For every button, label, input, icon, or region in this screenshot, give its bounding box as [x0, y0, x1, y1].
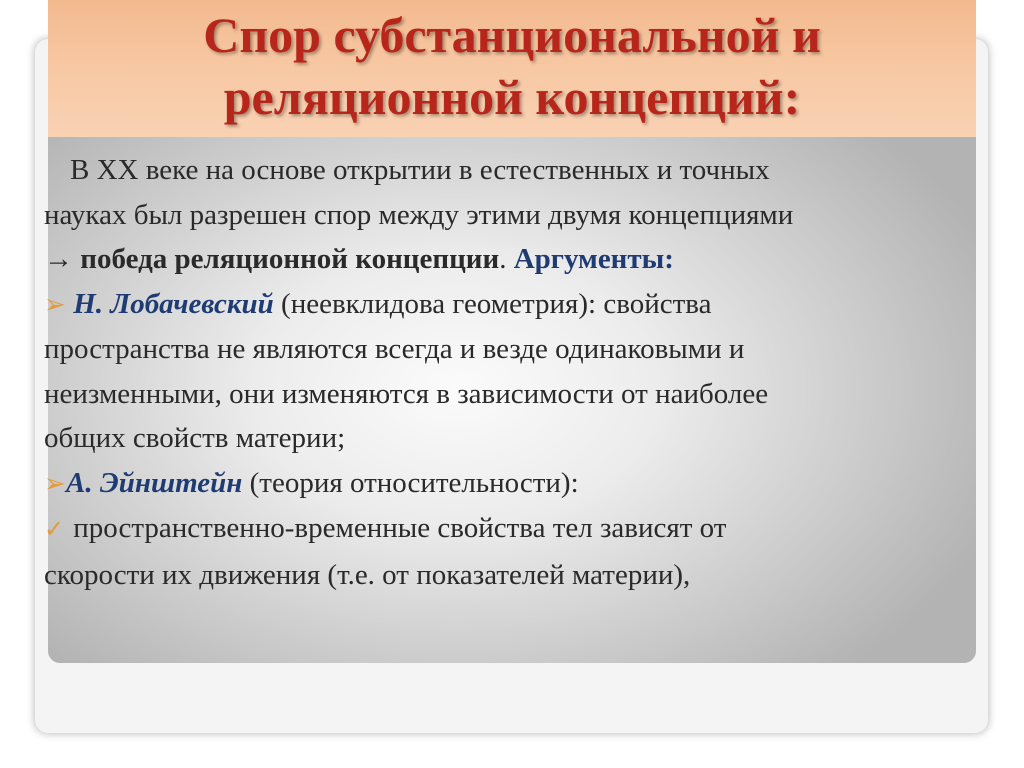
slide-body	[44, 148, 944, 597]
check-item	[44, 506, 944, 553]
conclusion-line	[44, 237, 944, 282]
arrow-bullet-icon: ➢	[44, 468, 66, 498]
lobachevsky-name: Н. Лобачевский	[73, 287, 274, 320]
einstein-name: А. Эйнштейн	[66, 466, 243, 499]
intro-line-1: В XX веке на основе открытии в естественных и точных	[70, 154, 770, 186]
slide-title	[48, 4, 976, 128]
title-line-1: Спор субстанциональной и	[203, 7, 821, 63]
intro-line-2: науках был разрешен спор между этими двумя концепциями	[44, 198, 794, 231]
check-icon: ✓	[44, 517, 65, 543]
lobachevsky-text-2: пространства не являются всегда и везде одинаковыми и	[44, 333, 745, 365]
check-text-1: пространственно-временные свойства тел зависят от	[66, 512, 727, 544]
lobachevsky-text-1: (неевклидова геометрия): свойства	[273, 287, 712, 320]
bullet-einstein	[44, 461, 944, 507]
arrow-bullet-icon: ➢	[44, 289, 66, 319]
einstein-text: (теория относительности):	[242, 466, 579, 499]
victory-text: победа реляционной концепции	[80, 243, 500, 275]
right-arrow-icon: →	[44, 243, 73, 275]
arguments-label: Аргументы:	[513, 243, 674, 275]
lobachevsky-text-4: общих свойств материи;	[44, 422, 346, 454]
lobachevsky-text-3: неизменными, они изменяются в зависимости от наиболее	[44, 377, 769, 410]
bullet-lobachevsky	[44, 282, 944, 328]
period: .	[499, 243, 507, 275]
title-line-2: реляционной концепций:	[223, 69, 801, 125]
check-text-2: скорости их движения (т.е. от показателей материи),	[44, 558, 691, 591]
